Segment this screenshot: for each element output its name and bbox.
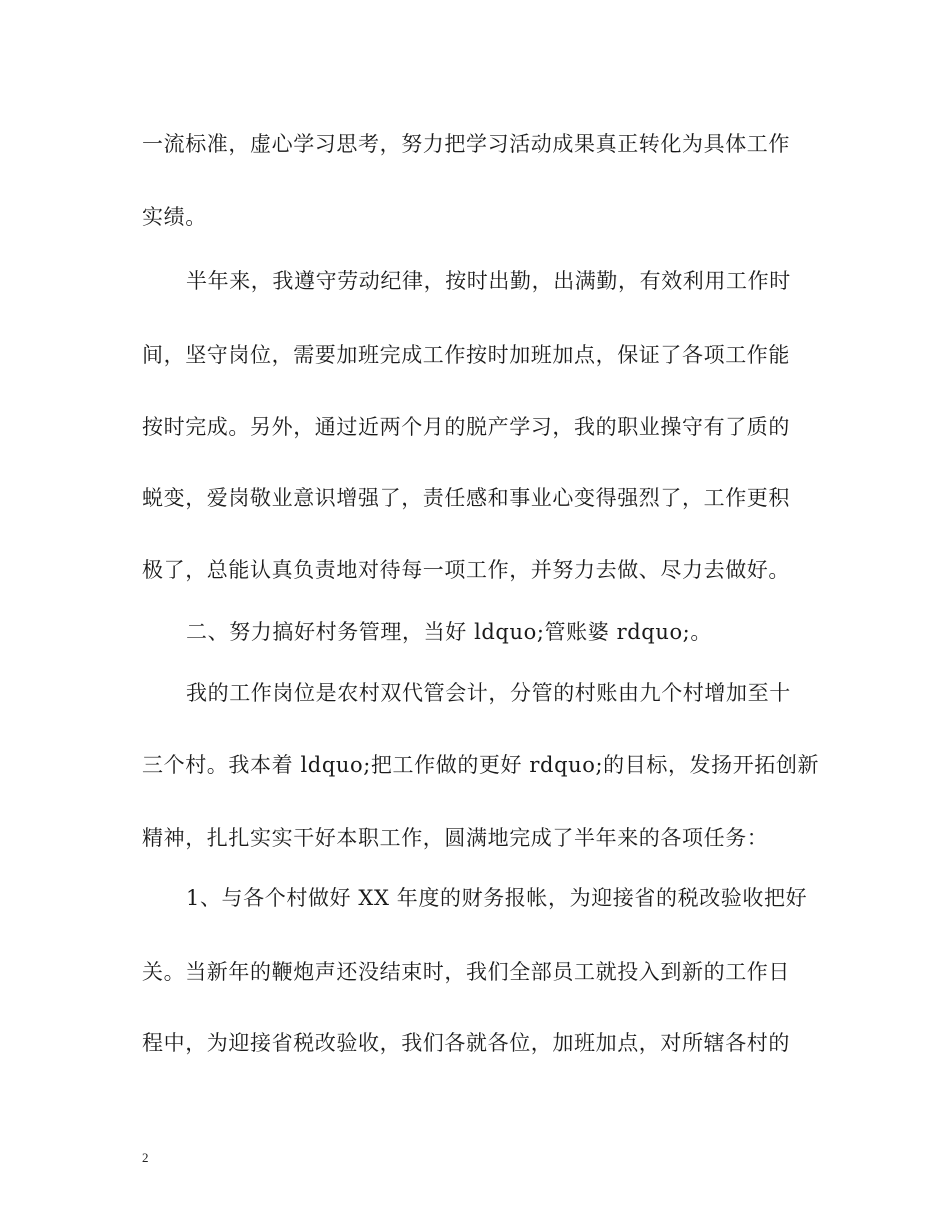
text-line: 按时完成。另外，通过近两个月的脱产学习，我的职业操守有了质的 [142, 415, 790, 439]
text-line: 三个村。我本着 ldquo;把工作做的更好 rdquo;的目标，发扬开拓创新 [142, 753, 820, 777]
text-line: 蜕变，爱岗敬业意识增强了，责任感和事业心变得强烈了，工作更积 [142, 486, 790, 510]
text-line: 程中，为迎接省税改验收，我们各就各位，加班加点，对所辖各村的 [142, 1031, 790, 1055]
text-line: 实绩。 [142, 205, 207, 229]
page-number: 2 [142, 1150, 149, 1165]
section-heading: 二、努力搞好村务管理，当好 ldquo;管账婆 rdquo;。 [186, 620, 712, 644]
text-line: 间，坚守岗位，需要加班完成工作按时加班加点，保证了各项工作能 [142, 343, 790, 367]
text-line: 关。当新年的鞭炮声还没结束时，我们全部员工就投入到新的工作日 [142, 960, 790, 984]
text-line: 一流标准，虚心学习思考，努力把学习活动成果真正转化为具体工作 [142, 132, 790, 156]
text-line: 极了，总能认真负责地对待每一项工作，并努力去做、尽力去做好。 [142, 558, 790, 582]
text-line: 精神，扎扎实实干好本职工作，圆满地完成了半年来的各项任务： [142, 826, 769, 850]
paragraph-first-line: 1、与各个村做好 XX 年度的财务报帐，为迎接省的税改验收把好 [186, 886, 808, 910]
paragraph-first-line: 我的工作岗位是农村双代管会计，分管的村账由九个村增加至十 [186, 681, 791, 705]
paragraph-first-line: 半年来，我遵守劳动纪律，按时出勤，出满勤，有效利用工作时 [186, 269, 791, 293]
